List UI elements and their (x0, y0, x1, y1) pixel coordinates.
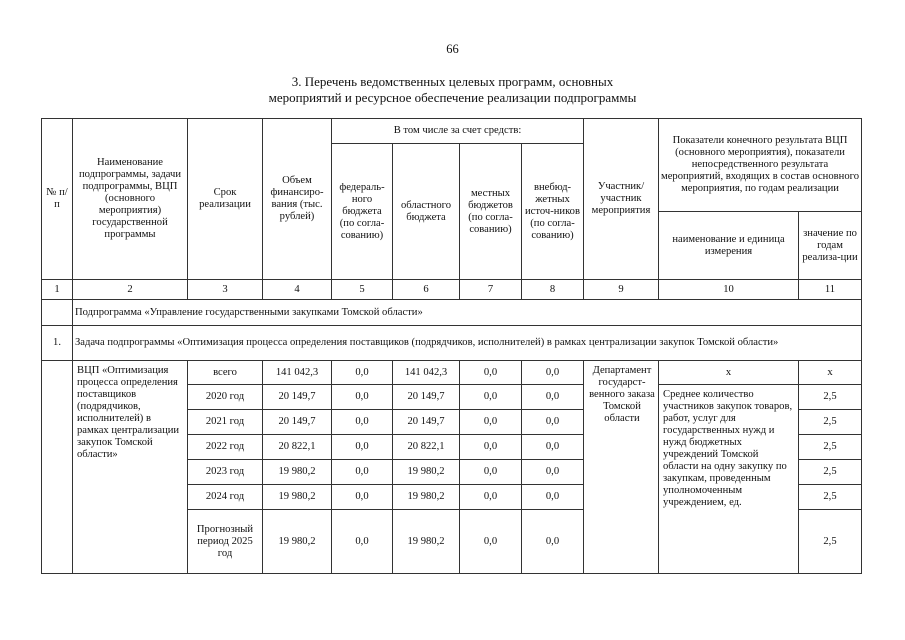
vcp-offbudget: 0,0 (522, 510, 584, 574)
header-regional: областного бюджета (393, 144, 460, 280)
column-number: 5 (332, 280, 393, 300)
vcp-indicator-value: 2,5 (799, 435, 862, 460)
vcp-offbudget: 0,0 (522, 385, 584, 410)
vcp-federal: 0,0 (332, 485, 393, 510)
vcp-name: ВЦП «Оптимизация процесса определения поставщиков (подрядчиков, исполнителей) в рамках централизации закупок Томской области» (73, 361, 188, 574)
header-sources: В том числе за счет средств: (332, 119, 584, 144)
subprogram-num-cell (42, 300, 73, 326)
vcp-indicator-value: 2,5 (799, 460, 862, 485)
header-indicator-value: значение по годам реализа-ции (799, 212, 862, 280)
vcp-row-total (42, 361, 862, 385)
header-offbudget: внебюд-жетных источ-ников (по согла-сованию) (522, 144, 584, 280)
vcp-regional: 20 822,1 (393, 435, 460, 460)
subprogram-title: Подпрограмма «Управление государственными закупками Томской области» (73, 300, 862, 326)
task-num: 1. (42, 326, 73, 361)
vcp-period: 2020 год (188, 385, 263, 410)
column-number: 1 (42, 280, 73, 300)
vcp-num-cell (42, 361, 73, 574)
vcp-local: 0,0 (460, 435, 522, 460)
vcp-federal: 0,0 (332, 460, 393, 485)
vcp-federal: 0,0 (332, 410, 393, 435)
column-number: 8 (522, 280, 584, 300)
vcp-volume: 141 042,3 (263, 361, 332, 385)
vcp-volume: 19 980,2 (263, 510, 332, 574)
vcp-offbudget: 0,0 (522, 460, 584, 485)
header-federal: федераль-ного бюджета (по согла-сованию) (332, 144, 393, 280)
vcp-local: 0,0 (460, 385, 522, 410)
vcp-federal: 0,0 (332, 361, 393, 385)
vcp-indicator-value: 2,5 (799, 385, 862, 410)
vcp-period: 2023 год (188, 460, 263, 485)
header-indicators: Показатели конечного результата ВЦП (основного мероприятия), показатели непосредственного результата мероприятий, входящих в состав основного мероприятия, по годам реализации (659, 119, 862, 212)
vcp-offbudget: 0,0 (522, 361, 584, 385)
vcp-regional: 19 980,2 (393, 510, 460, 574)
vcp-volume: 19 980,2 (263, 485, 332, 510)
vcp-volume: 19 980,2 (263, 460, 332, 485)
vcp-indicator-value: 2,5 (799, 410, 862, 435)
vcp-volume: 20 149,7 (263, 410, 332, 435)
column-number: 10 (659, 280, 799, 300)
vcp-local: 0,0 (460, 510, 522, 574)
vcp-federal: 0,0 (332, 510, 393, 574)
page-number: 66 (446, 42, 459, 56)
section-title-line-2: мероприятий и ресурсное обеспечение реализации подпрограммы (268, 90, 637, 105)
vcp-indicator-value: x (799, 361, 862, 385)
vcp-period: 2021 год (188, 410, 263, 435)
header-name: Наименование подпрограммы, задачи подпрограммы, ВЦП (основного мероприятия) государственной программы (73, 119, 188, 280)
vcp-offbudget: 0,0 (522, 435, 584, 460)
column-number: 2 (73, 280, 188, 300)
section-title-line-1: 3. Перечень ведомственных целевых программ, основных (291, 74, 614, 89)
task-text: Задача подпрограммы «Оптимизация процесса определения поставщиков (подрядчиков, исполнителей) в рамках централизации закупок Томской области» (73, 326, 862, 361)
vcp-period: 2022 год (188, 435, 263, 460)
vcp-regional: 19 980,2 (393, 485, 460, 510)
header-num: № п/п (42, 119, 73, 280)
column-number: 7 (460, 280, 522, 300)
column-number: 4 (263, 280, 332, 300)
vcp-period: всего (188, 361, 263, 385)
header-participant: Участник/ участник мероприятия (584, 119, 659, 280)
header-local: местных бюджетов (по согла-сованию) (460, 144, 522, 280)
column-number: 9 (584, 280, 659, 300)
vcp-local: 0,0 (460, 410, 522, 435)
subprogram-row (42, 300, 862, 326)
header-row-1 (42, 119, 862, 144)
vcp-federal: 0,0 (332, 435, 393, 460)
column-number: 3 (188, 280, 263, 300)
vcp-indicator-value: 2,5 (799, 485, 862, 510)
section-title (0, 74, 905, 106)
vcp-regional: 141 042,3 (393, 361, 460, 385)
column-number-row (42, 280, 862, 300)
vcp-regional: 20 149,7 (393, 385, 460, 410)
vcp-offbudget: 0,0 (522, 410, 584, 435)
vcp-federal: 0,0 (332, 385, 393, 410)
vcp-participant: Департамент государст-венного заказа Томской области (584, 361, 659, 574)
program-table (41, 118, 862, 574)
vcp-period: Прогнозный период 2025 год (188, 510, 263, 574)
vcp-indicator-name-total: x (659, 361, 799, 385)
column-number: 11 (799, 280, 862, 300)
vcp-local: 0,0 (460, 485, 522, 510)
header-period: Срок реализации (188, 119, 263, 280)
vcp-offbudget: 0,0 (522, 485, 584, 510)
header-indicator-name: наименование и единица измерения (659, 212, 799, 280)
vcp-local: 0,0 (460, 460, 522, 485)
vcp-volume: 20 149,7 (263, 385, 332, 410)
vcp-volume: 20 822,1 (263, 435, 332, 460)
vcp-period: 2024 год (188, 485, 263, 510)
vcp-regional: 20 149,7 (393, 410, 460, 435)
column-number: 6 (393, 280, 460, 300)
vcp-indicator-value: 2,5 (799, 510, 862, 574)
vcp-regional: 19 980,2 (393, 460, 460, 485)
header-volume: Объем финансиро-вания (тыс. рублей) (263, 119, 332, 280)
task-row (42, 326, 862, 361)
vcp-local: 0,0 (460, 361, 522, 385)
vcp-indicator-name: Среднее количество участников закупок товаров, работ, услуг для государственных нужд и нужд бюджетных учреждений Томской области на одну закупку по закупкам, проведенным уполномоченным учреждением, ед. (659, 385, 799, 574)
